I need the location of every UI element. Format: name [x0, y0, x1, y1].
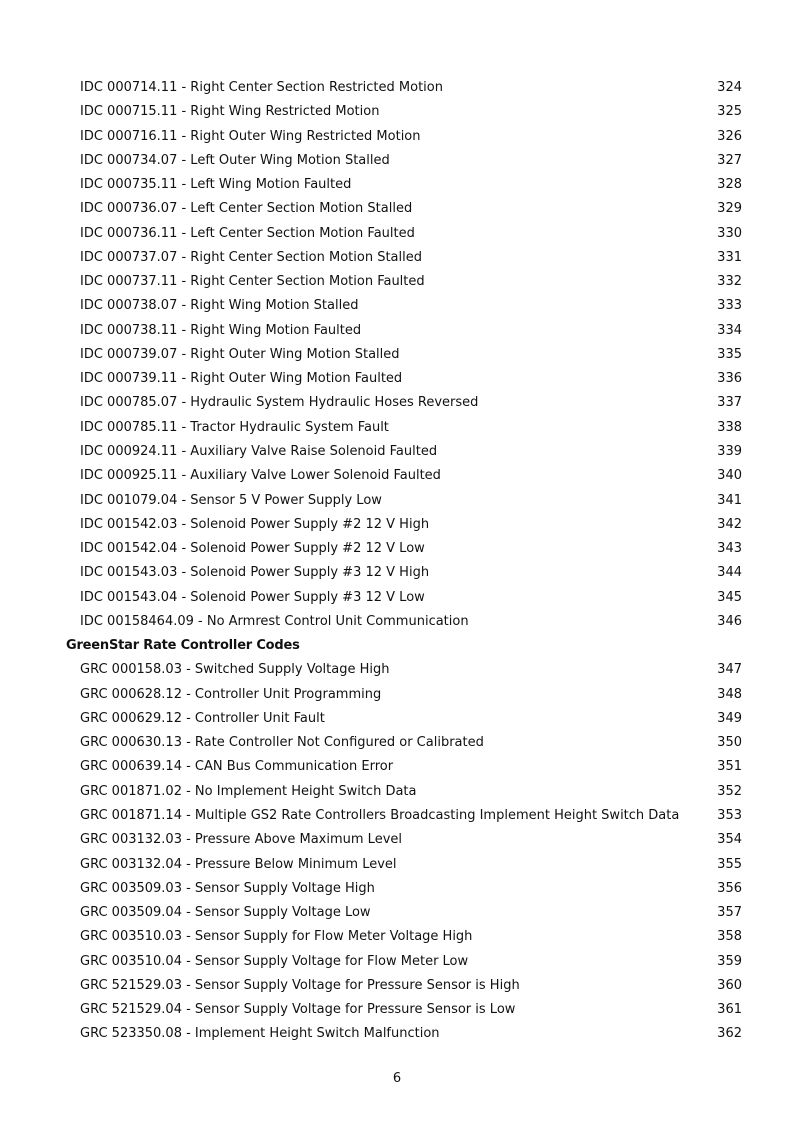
toc-entry[interactable] [0, 950, 794, 974]
toc-entry[interactable] [0, 197, 794, 221]
toc-entry-page-number: 333 [717, 298, 742, 314]
toc-entry-title: IDC 000714.11 - Right Center Section Restricted Motion [80, 80, 443, 95]
toc-entry[interactable] [0, 513, 794, 537]
idc-entry-list [0, 76, 794, 634]
toc-entry-title: GRC 521529.04 - Sensor Supply Voltage for Pressure Sensor is Low [80, 1002, 516, 1018]
toc-entry-title: GRC 000639.14 - CAN Bus Communication Error [80, 759, 394, 775]
toc-entry-title: IDC 000734.07 - Left Outer Wing Motion Stalled [80, 152, 390, 168]
toc-entry-page-number: 349 [717, 710, 742, 726]
toc-entry[interactable] [0, 586, 794, 610]
toc-entry-page-number: 342 [717, 516, 742, 532]
toc-entry[interactable] [0, 343, 794, 367]
toc-entry[interactable] [0, 489, 794, 513]
toc-entry-title: GRC 003509.04 - Sensor Supply Voltage Low [80, 905, 371, 921]
toc-entry-title: IDC 000785.07 - Hydraulic System Hydraulic Hoses Reversed [80, 395, 479, 411]
toc-entry[interactable] [0, 440, 794, 464]
toc-entry-page-number: 348 [717, 686, 742, 702]
section-heading-greenstar-rate-controller-codes [0, 634, 794, 658]
toc-entry[interactable] [0, 319, 794, 343]
toc-entry-title: IDC 00158464.09 - No Armrest Control Unit Communication [80, 613, 469, 629]
toc-entry-page-number: 326 [717, 128, 742, 144]
toc-entry-page-number: 353 [717, 807, 742, 823]
toc-entry[interactable] [0, 610, 794, 634]
toc-entry[interactable] [0, 683, 794, 707]
toc-entry-page-number: 334 [717, 322, 742, 338]
toc-entry[interactable] [0, 974, 794, 998]
grc-entry-list [0, 658, 794, 1046]
toc-entry[interactable] [0, 658, 794, 682]
toc-entry[interactable] [0, 416, 794, 440]
toc-entry[interactable] [0, 246, 794, 270]
toc-entry[interactable] [0, 76, 794, 100]
footer-page-number: 6 [392, 1071, 402, 1086]
toc-entry[interactable] [0, 537, 794, 561]
toc-entry-title: IDC 000735.11 - Left Wing Motion Faulted [80, 177, 352, 193]
toc-entry-page-number: 324 [717, 80, 742, 95]
toc-entry[interactable] [0, 294, 794, 318]
toc-entry-page-number: 347 [717, 662, 742, 678]
toc-entry-title: IDC 000785.11 - Tractor Hydraulic System Fault [80, 419, 389, 435]
toc-entry-title: IDC 000716.11 - Right Outer Wing Restricted Motion [80, 128, 421, 144]
toc-entry-title: GRC 003132.03 - Pressure Above Maximum Level [80, 832, 402, 848]
toc-entry-title: IDC 000736.07 - Left Center Section Motion Stalled [80, 201, 413, 217]
toc-entry-page-number: 325 [717, 104, 742, 120]
toc-entry[interactable] [0, 367, 794, 391]
toc-entry[interactable] [0, 755, 794, 779]
toc-entry-title: IDC 000737.07 - Right Center Section Motion Stalled [80, 249, 422, 265]
toc-entry-title: GRC 000630.13 - Rate Controller Not Configured or Calibrated [80, 735, 484, 751]
toc-entry[interactable] [0, 707, 794, 731]
toc-entry-page-number: 360 [717, 977, 742, 993]
toc-entry-page-number: 327 [717, 152, 742, 168]
toc-entry-page-number: 362 [717, 1026, 742, 1042]
toc-entry[interactable] [0, 222, 794, 246]
toc-entry-page-number: 331 [717, 249, 742, 265]
toc-entry[interactable] [0, 901, 794, 925]
toc-entry-title: IDC 001542.03 - Solenoid Power Supply #2 12 V High [80, 516, 430, 532]
toc-entry-page-number: 361 [717, 1002, 742, 1018]
toc-entry-page-number: 338 [717, 419, 742, 435]
toc-entry-page-number: 340 [717, 468, 742, 484]
toc-entry[interactable] [0, 853, 794, 877]
toc-entry[interactable] [0, 780, 794, 804]
toc-entry-title: IDC 001543.04 - Solenoid Power Supply #3 12 V Low [80, 589, 425, 605]
toc-entry[interactable] [0, 270, 794, 294]
toc-entry[interactable] [0, 391, 794, 415]
toc-entry-title: IDC 000738.07 - Right Wing Motion Stalled [80, 298, 359, 314]
toc-entry-title: GRC 000158.03 - Switched Supply Voltage High [80, 662, 390, 678]
toc-entry-title: IDC 000736.11 - Left Center Section Motion Faulted [80, 225, 415, 241]
toc-entry-page-number: 330 [717, 225, 742, 241]
toc-entry[interactable] [0, 1022, 794, 1046]
toc-entry-title: GRC 001871.02 - No Implement Height Switch Data [80, 783, 417, 799]
toc-entry[interactable] [0, 877, 794, 901]
toc-entry-page-number: 357 [717, 905, 742, 921]
toc-entry-title: IDC 000739.07 - Right Outer Wing Motion Stalled [80, 346, 400, 362]
toc-entry-title: GRC 000628.12 - Controller Unit Programming [80, 686, 382, 702]
toc-entry[interactable] [0, 149, 794, 173]
toc-entry[interactable] [0, 998, 794, 1022]
toc-entry[interactable] [0, 464, 794, 488]
toc-entry-page-number: 346 [717, 613, 742, 629]
toc-entry-title: IDC 000925.11 - Auxiliary Valve Lower Solenoid Faulted [80, 468, 441, 484]
toc-entry-page-number: 332 [717, 274, 742, 290]
toc-entry-page-number: 337 [717, 395, 742, 411]
toc-entry-title: GRC 003510.04 - Sensor Supply Voltage for Flow Meter Low [80, 953, 469, 969]
toc-entry-title: IDC 001543.03 - Solenoid Power Supply #3 12 V High [80, 565, 430, 581]
toc-entry-title: IDC 000924.11 - Auxiliary Valve Raise Solenoid Faulted [80, 443, 438, 459]
toc-entry-page-number: 345 [717, 589, 742, 605]
toc-entry-page-number: 343 [717, 541, 742, 557]
toc-entry-page-number: 356 [717, 880, 742, 896]
section-heading-label: GreenStar Rate Controller Codes [66, 638, 300, 654]
toc-entry-page-number: 358 [717, 929, 742, 945]
toc-entry-page-number: 359 [717, 953, 742, 969]
toc-entry-page-number: 355 [717, 856, 742, 872]
toc-entry-page-number: 329 [717, 201, 742, 217]
toc-entry-title: GRC 523350.08 - Implement Height Switch Malfunction [80, 1026, 440, 1042]
toc-entry-title: GRC 003510.03 - Sensor Supply for Flow Meter Voltage High [80, 929, 473, 945]
toc-entry[interactable] [0, 125, 794, 149]
toc-entry[interactable] [0, 173, 794, 197]
toc-entry[interactable] [0, 828, 794, 852]
toc-entry-page-number: 335 [717, 346, 742, 362]
toc-entry-title: IDC 000739.11 - Right Outer Wing Motion Faulted [80, 371, 403, 387]
toc-entry[interactable] [0, 804, 794, 828]
toc-entry-title: GRC 001871.14 - Multiple GS2 Rate Controllers Broadcasting Implement Height Switch Data [80, 807, 680, 823]
toc-entry-page-number: 328 [717, 177, 742, 193]
toc-entry-title: IDC 001079.04 - Sensor 5 V Power Supply Low [80, 492, 382, 508]
toc-entry[interactable] [0, 731, 794, 755]
toc-entry-title: IDC 000737.11 - Right Center Section Motion Faulted [80, 274, 425, 290]
toc-entry[interactable] [0, 100, 794, 124]
toc-entry-page-number: 341 [717, 492, 742, 508]
toc-entry-title: GRC 003132.04 - Pressure Below Minimum Level [80, 856, 397, 872]
toc-entry-title: IDC 000738.11 - Right Wing Motion Faulted [80, 322, 362, 338]
toc-entry-title: GRC 000629.12 - Controller Unit Fault [80, 710, 325, 726]
toc-entry-page-number: 354 [717, 832, 742, 848]
toc-entry-page-number: 336 [717, 371, 742, 387]
toc-entry-page-number: 339 [717, 443, 742, 459]
toc-entry-title: GRC 003509.03 - Sensor Supply Voltage High [80, 880, 375, 896]
toc-entry-title: GRC 521529.03 - Sensor Supply Voltage for Pressure Sensor is High [80, 977, 520, 993]
toc-entry-title: IDC 001542.04 - Solenoid Power Supply #2 12 V Low [80, 541, 425, 557]
toc-entry-page-number: 350 [717, 735, 742, 751]
toc-entry-page-number: 352 [717, 783, 742, 799]
toc-entry-page-number: 344 [717, 565, 742, 581]
toc-entry-title: IDC 000715.11 - Right Wing Restricted Motion [80, 104, 380, 120]
toc-entry[interactable] [0, 925, 794, 949]
toc-entry-page-number: 351 [717, 759, 742, 775]
table-of-contents [0, 76, 794, 1047]
toc-entry[interactable] [0, 561, 794, 585]
